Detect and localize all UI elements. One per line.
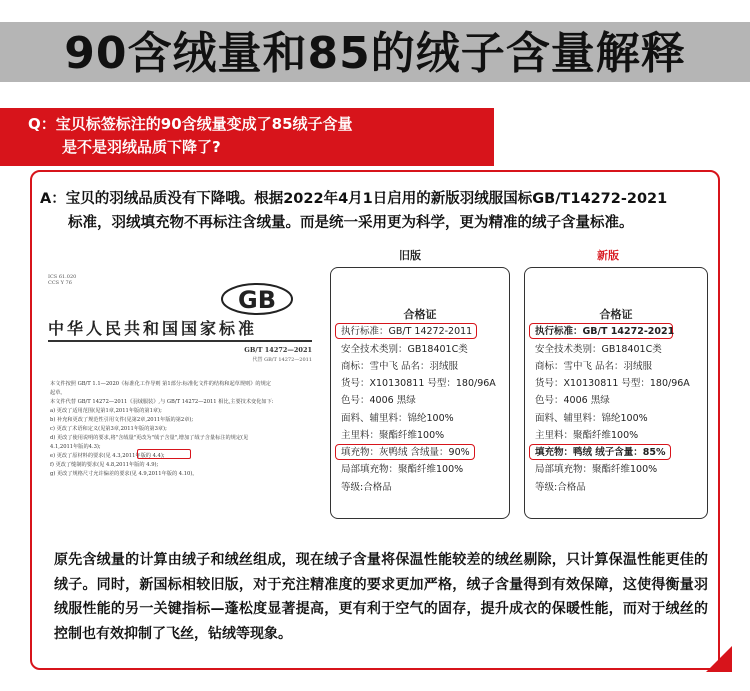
old-row-brand: 商标：雪中飞 品名：羽绒服	[341, 361, 459, 372]
document-highlight-box	[137, 449, 191, 459]
old-certificate-card	[330, 267, 510, 519]
gb-logo-text: GB	[238, 286, 276, 314]
document-replaces: 代替 GB/T 14272—2011	[252, 357, 312, 363]
new-card-title: 合格证	[599, 308, 633, 321]
title-top-strip	[0, 0, 750, 22]
new-row-safety: 安全技术类别：GB18401C类	[535, 344, 662, 355]
new-row-filling: 填充物：鸭绒 绒子含量：85%	[535, 447, 666, 458]
old-row-item: 货号：X10130811 号型：180/96A	[341, 378, 496, 389]
new-row-brand: 商标：雪中飞 品名：羽绒服	[535, 361, 653, 372]
old-row-partial-filling: 局部填充物：聚酯纤维100%	[341, 464, 464, 475]
old-row-grade: 等级:合格品	[341, 482, 392, 493]
old-row-standard: 执行标准：GB/T 14272-2011	[341, 326, 473, 337]
frame-corner-decoration	[706, 646, 732, 672]
new-certificate-card	[524, 267, 708, 519]
new-row-item: 货号：X10130811 号型：180/96A	[535, 378, 690, 389]
old-row-safety: 安全技术类别：GB18401C类	[341, 344, 468, 355]
page-title: 90含绒量和85的绒子含量解释	[64, 28, 686, 79]
document-ics-code: ICS 61.020 CCS Y 76	[48, 274, 77, 286]
document-body: 本文件按照 GB/T 1.1—2020《标准化工作导则 第1部分:标准化文件的结构和起草规则》的规定 起草。 本文件代替 GB/T 14272—2011《羽绒服装》,与 GB/T 14272—2011 相比,主要技术变化如下: a) 更改了适用范围(见第1章,2011年版的第1章); b) 补充和更改了规范性引用文件(见第2章,2011年版的第2章); c) 更改了术语和定义(见第3章,2011年版的第3章); d) 更改了使用说明的要求,将"含绒量"更改为"绒子含量",增加了绒子含量标注的规定(见 4.1,2011年版的4.3); e) 更改了原材料的要求(见 4.3,2011年版的 4.4); f) 更改了缝制的要求(见 4.8,2011年版的 4.9); g) 更改了规格尺寸允许偏差的要求(见 4.9,2011年版的 4.10)。	[50, 381, 274, 477]
new-row-standard: 执行标准：GB/T 14272-2021	[535, 326, 675, 337]
old-row-lining: 主里料：聚酯纤维100%	[341, 430, 445, 441]
new-row-fabric: 面料、辅里料：锦纶100%	[535, 413, 648, 424]
old-row-color: 色号：4006 黑绿	[341, 395, 416, 406]
answer-line-1: A：宝贝的羽绒品质没有下降哦。根据2022年4月1日启用的新版羽绒服国标GB/T14272-2021	[40, 191, 668, 207]
document-rule	[48, 340, 312, 342]
old-row-fabric: 面料、辅里料：锦纶100%	[341, 413, 454, 424]
old-row-filling: 填充物：灰鸭绒 含绒量：90%	[341, 447, 470, 458]
old-version-label: 旧版	[399, 249, 421, 262]
question-text	[28, 113, 353, 159]
answer-line-2: 标准，羽绒填充物不再标注含绒量。而是统一采用更为科学，更为精准的绒子含量标准。	[68, 215, 634, 231]
new-row-lining: 主里料：聚酯纤维100%	[535, 430, 639, 441]
new-row-partial-filling: 局部填充物：聚酯纤维100%	[535, 464, 658, 475]
new-row-color: 色号：4006 黑绿	[535, 395, 610, 406]
new-row-grade: 等级:合格品	[535, 482, 586, 493]
document-code: GB/T 14272—2021	[244, 346, 312, 354]
new-version-label: 新版	[597, 249, 619, 262]
question-line-1: Q：宝贝标签标注的90含绒量变成了85绒子含量	[28, 115, 353, 133]
gb-logo-icon	[220, 282, 294, 316]
question-line-2: 是不是羽绒品质下降了?	[62, 138, 221, 156]
old-card-title: 合格证	[403, 308, 437, 321]
explanation-paragraph: 原先含绒量的计算由绒子和绒丝组成，现在绒子含量将保温性能较差的绒丝剔除，只计算保温性能更佳的绒子。同时，新国标相较旧版，对于充注精准度的要求更加严格，绒子含量得到有效保障，这使得衡量羽绒服性能的另一关键指标—蓬松度显著提高，更有利于空气的固存，提升成衣的保暖性能，而对于绒丝的控制也有效抑制了飞丝，钻绒等现象。	[54, 552, 708, 642]
answer-text	[40, 187, 712, 235]
standard-document-image	[48, 268, 312, 518]
document-heading: 中华人民共和国国家标准	[48, 319, 258, 338]
